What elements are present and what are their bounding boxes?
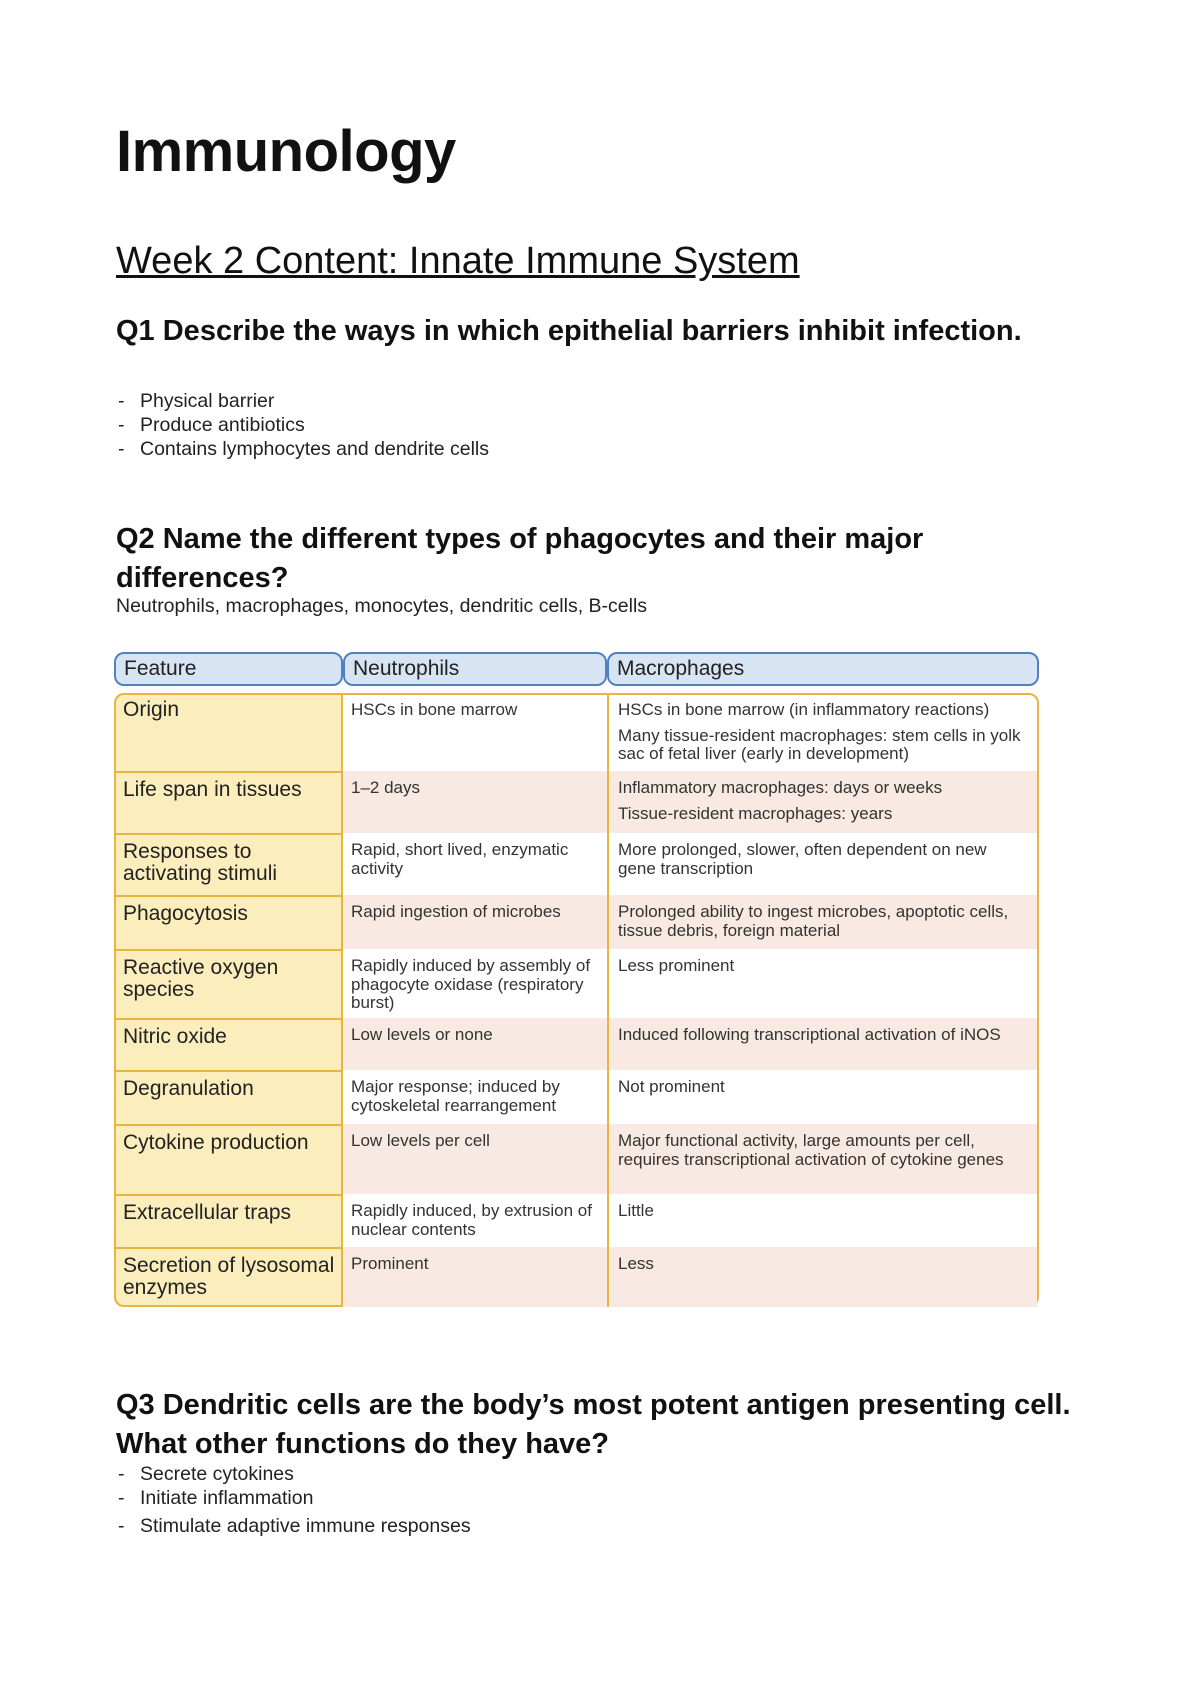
macrophages-cell bbox=[618, 1078, 1028, 1097]
q3-heading: Q3 Dendritic cells are the body’s most potent antigen presenting cell. What other functions do they have? bbox=[116, 1389, 1071, 1460]
neutrophils-cell: Major response; induced by cytoskeletal rearrangement bbox=[351, 1077, 560, 1115]
list-item: - Initiate inflammation bbox=[116, 1486, 471, 1510]
column-divider bbox=[607, 693, 609, 1307]
macrophages-cell bbox=[618, 903, 1028, 940]
header-feature: Feature bbox=[114, 652, 343, 686]
neutrophils-cell: 1–2 days bbox=[351, 778, 420, 797]
table-row bbox=[114, 1070, 1039, 1124]
document-title: Immunology bbox=[116, 119, 456, 184]
neutrophils-cell: Rapidly induced, by extrusion of nuclear contents bbox=[351, 1201, 592, 1239]
macrophages-text: Less prominent bbox=[618, 956, 735, 975]
macrophages-cell bbox=[618, 841, 1028, 878]
q1-bullet-list bbox=[116, 389, 489, 461]
table-row bbox=[114, 1018, 1039, 1070]
neutrophils-cell: Low levels or none bbox=[351, 1025, 493, 1044]
macrophages-text: Not prominent bbox=[618, 1077, 725, 1096]
feature-cell: Degranulation bbox=[114, 1070, 343, 1124]
macrophages-text: Less bbox=[618, 1254, 654, 1273]
q3-bullet-list bbox=[116, 1462, 471, 1538]
list-item: - Contains lymphocytes and dendrite cells bbox=[116, 437, 489, 461]
macrophages-cell bbox=[618, 1026, 1028, 1045]
macrophages-text: Prolonged ability to ingest microbes, apoptotic cells, tissue debris, foreign material bbox=[618, 902, 1009, 940]
neutrophils-cell: Rapidly induced by assembly of phagocyte oxidase (respiratory burst) bbox=[351, 956, 591, 1012]
table-row bbox=[114, 771, 1039, 833]
macrophages-text-secondary: Tissue-resident macrophages: years bbox=[618, 803, 893, 823]
macrophages-text: Inflammatory macrophages: days or weeks bbox=[618, 778, 943, 797]
table-row bbox=[114, 949, 1039, 1018]
feature-cell: Life span in tissues bbox=[114, 771, 343, 833]
macrophages-cell bbox=[618, 1255, 1028, 1274]
table-row bbox=[114, 1247, 1039, 1307]
neutrophils-cell: Low levels per cell bbox=[351, 1131, 490, 1150]
feature-cell: Responses to activating stimuli bbox=[114, 833, 343, 895]
feature-cell: Cytokine production bbox=[114, 1124, 343, 1194]
table-row bbox=[114, 1124, 1039, 1194]
q1-heading: Q1 Describe the ways in which epithelial barriers inhibit infection. bbox=[116, 315, 1022, 347]
feature-cell: Extracellular traps bbox=[114, 1194, 343, 1247]
table-row bbox=[114, 1194, 1039, 1247]
macrophages-text-secondary: Many tissue-resident macrophages: stem cells in yolk sac of fetal liver (early in development) bbox=[618, 725, 1021, 763]
neutrophils-cell: Rapid ingestion of microbes bbox=[351, 902, 561, 921]
macrophages-text: HSCs in bone marrow (in inflammatory reactions) bbox=[618, 700, 990, 719]
macrophages-text: Little bbox=[618, 1201, 654, 1220]
header-neutrophils: Neutrophils bbox=[343, 652, 607, 686]
list-item: - Secrete cytokines bbox=[116, 1462, 471, 1486]
table-row bbox=[114, 693, 1039, 771]
macrophages-text: More prolonged, slower, often dependent on new gene transcription bbox=[618, 840, 987, 878]
week-subtitle: Week 2 Content: Innate Immune System bbox=[116, 240, 800, 282]
macrophages-text: Major functional activity, large amounts per cell, requires transcriptional activation of cytokine genes bbox=[618, 1131, 1004, 1169]
feature-cell: Nitric oxide bbox=[114, 1018, 343, 1070]
macrophages-cell bbox=[618, 1202, 1028, 1221]
header-macrophages: Macrophages bbox=[607, 652, 1039, 686]
feature-cell: Secretion of lysosomal enzymes bbox=[114, 1247, 343, 1307]
macrophages-cell bbox=[618, 701, 1028, 764]
macrophages-cell bbox=[618, 779, 1028, 823]
neutrophils-cell: Rapid, short lived, enzymatic activity bbox=[351, 840, 569, 878]
feature-cell: Phagocytosis bbox=[114, 895, 343, 949]
macrophages-text: Induced following transcriptional activation of iNOS bbox=[618, 1025, 1001, 1044]
macrophages-cell bbox=[618, 957, 1028, 976]
feature-cell: Reactive oxygen species bbox=[114, 949, 343, 1018]
q2-answer: Neutrophils, macrophages, monocytes, dendritic cells, B-cells bbox=[116, 595, 648, 617]
list-item: - Physical barrier bbox=[116, 389, 489, 413]
neutrophils-cell: HSCs in bone marrow bbox=[351, 700, 518, 719]
list-item: - Produce antibiotics bbox=[116, 413, 489, 437]
neutrophils-cell: Prominent bbox=[351, 1254, 429, 1273]
feature-cell: Origin bbox=[123, 698, 180, 721]
table-row bbox=[114, 895, 1039, 949]
q2-heading: Q2 Name the different types of phagocytes and their major differences? bbox=[116, 523, 924, 594]
table-row bbox=[114, 833, 1039, 895]
macrophages-cell bbox=[618, 1132, 1028, 1169]
list-item: - Stimulate adaptive immune responses bbox=[116, 1514, 471, 1538]
